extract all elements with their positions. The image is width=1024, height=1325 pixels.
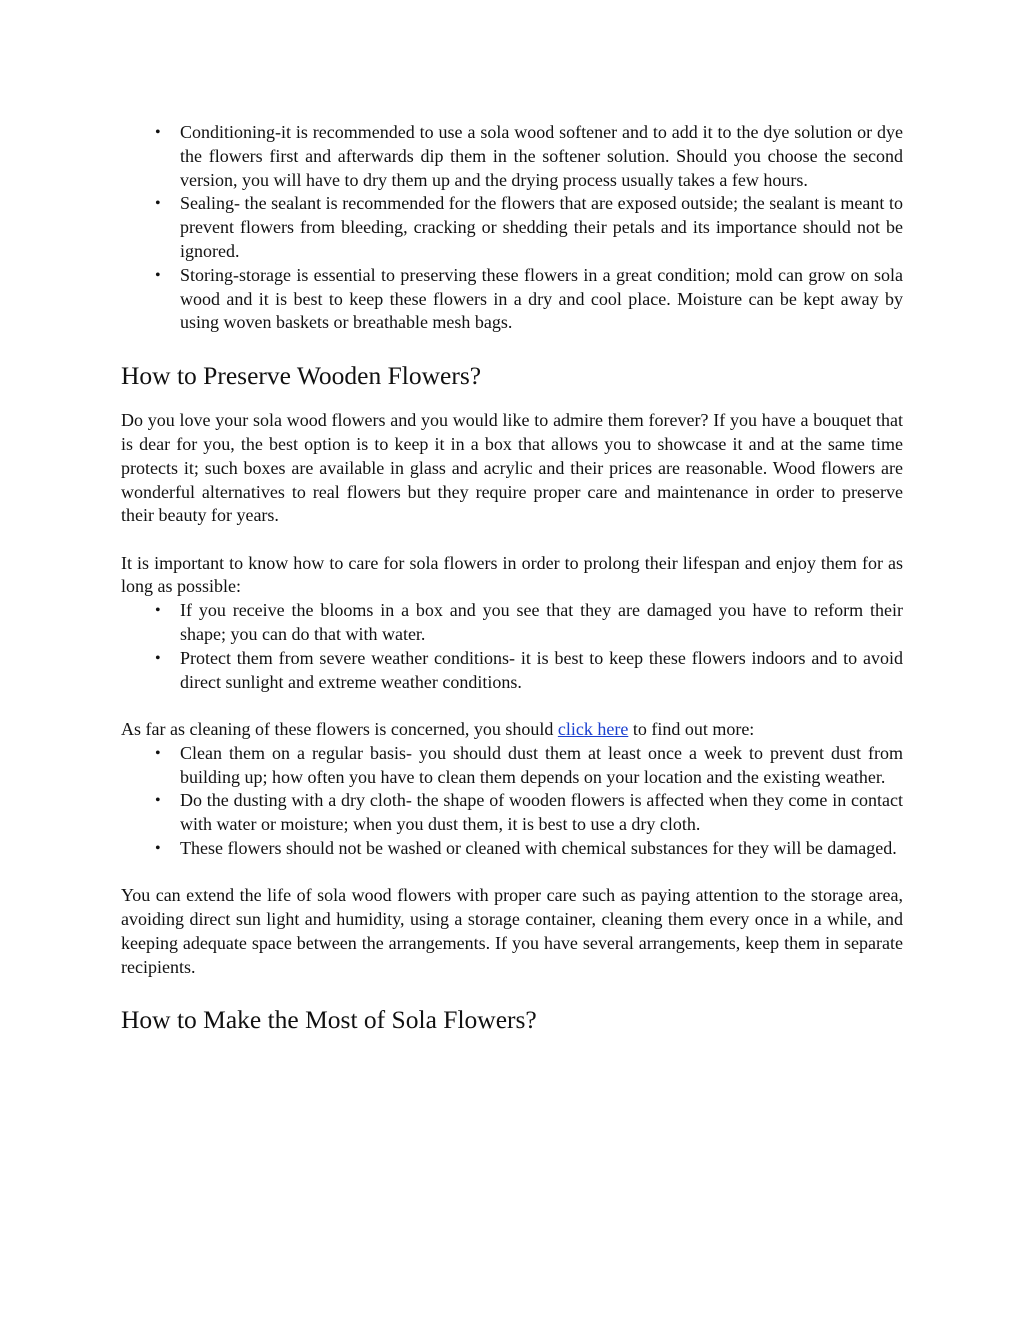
list-item-text: Conditioning-it is recommended to use a sola wood softener and to add it to the dye solution or dye the flowers first and afterwards dip them in the softener solution. Should you choose the second version, you will have to dry them up and the drying process usually takes a few hours. [180,122,903,190]
bullet-icon: • [155,839,161,857]
paragraph-text: to find out more: [628,718,755,739]
list-item [121,789,903,837]
paragraph-cleaning [121,718,903,742]
cleaning-tips-list [121,742,903,861]
click-here-link[interactable]: click here [557,718,629,739]
list-item-text: Do the dusting with a dry cloth- the shape of wooden flowers is affected when they come in contact with water or moisture; when you dust them, it is best to use a dry cloth. [180,790,903,835]
section-heading-preserve: How to Preserve Wooden Flowers? [121,361,482,391]
list-item [121,599,903,647]
list-item [121,192,903,263]
paragraph-intro: Do you love your sola wood flowers and you would like to admire them forever? If you have a bouquet that is dear for you, the best option is to keep it in a box that allows you to showcase it and at the same time protects it; such boxes are available in glass and acrylic and their prices are reasonable. Wood flowers are wonderful alternatives to real flowers but they require proper care and maintenance in order to preserve their beauty for years. [121,410,903,526]
list-item [121,647,903,695]
list-item-text: These flowers should not be washed or cleaned with chemical substances for they will be damaged. [180,837,897,858]
list-item-text: Clean them on a regular basis- you should dust them at least once a week to prevent dust from building up; how often you have to clean them depends on your location and the existing weather. [180,742,903,787]
paragraph-care: It is important to know how to care for sola flowers in order to prolong their lifespan and enjoy them for as long as possible: [121,552,903,597]
care-tips-list [121,599,903,694]
bullet-icon: • [155,266,161,284]
list-item-text: Protect them from severe weather conditions- it is best to keep these flowers indoors and to avoid direct sunlight and extreme weather conditions. [180,647,903,692]
care-steps-list [121,121,903,335]
paragraph-text: As far as cleaning of these flowers is concerned, you should [121,718,558,739]
bullet-icon: • [155,602,161,620]
list-item [121,121,903,192]
bullet-icon: • [155,649,161,667]
list-item-text: Sealing- the sealant is recommended for the flowers that are exposed outside; the sealant is meant to prevent flowers from bleeding, cracking or shedding their petals and its importance should not be ignored. [180,193,903,261]
bullet-icon: • [155,744,161,762]
list-item-text: If you receive the blooms in a box and you see that they are damaged you have to reform their shape; you can do that with water. [180,600,903,645]
list-item-text: Storing-storage is essential to preserving these flowers in a great condition; mold can grow on sola wood and it is best to keep these flowers in a dry and cool place. Moisture can be kept away by using woven baskets or breathable mesh bags. [180,264,903,333]
section-heading-make-most: How to Make the Most of Sola Flowers? [121,1005,537,1035]
list-item [121,837,903,861]
document-page [121,121,903,1035]
bullet-icon: • [155,195,161,213]
bullet-icon: • [155,792,161,810]
paragraph-extend-life: You can extend the life of sola wood flowers with proper care such as paying attention to the storage area, avoiding direct sun light and humidity, using a storage container, cleaning them every once in a while, and keeping adequate space between the arrangements. If you have several arrangements, keep them in separate recipients. [121,885,903,977]
list-item [121,742,903,790]
bullet-icon: • [155,124,161,141]
list-item [121,264,903,335]
